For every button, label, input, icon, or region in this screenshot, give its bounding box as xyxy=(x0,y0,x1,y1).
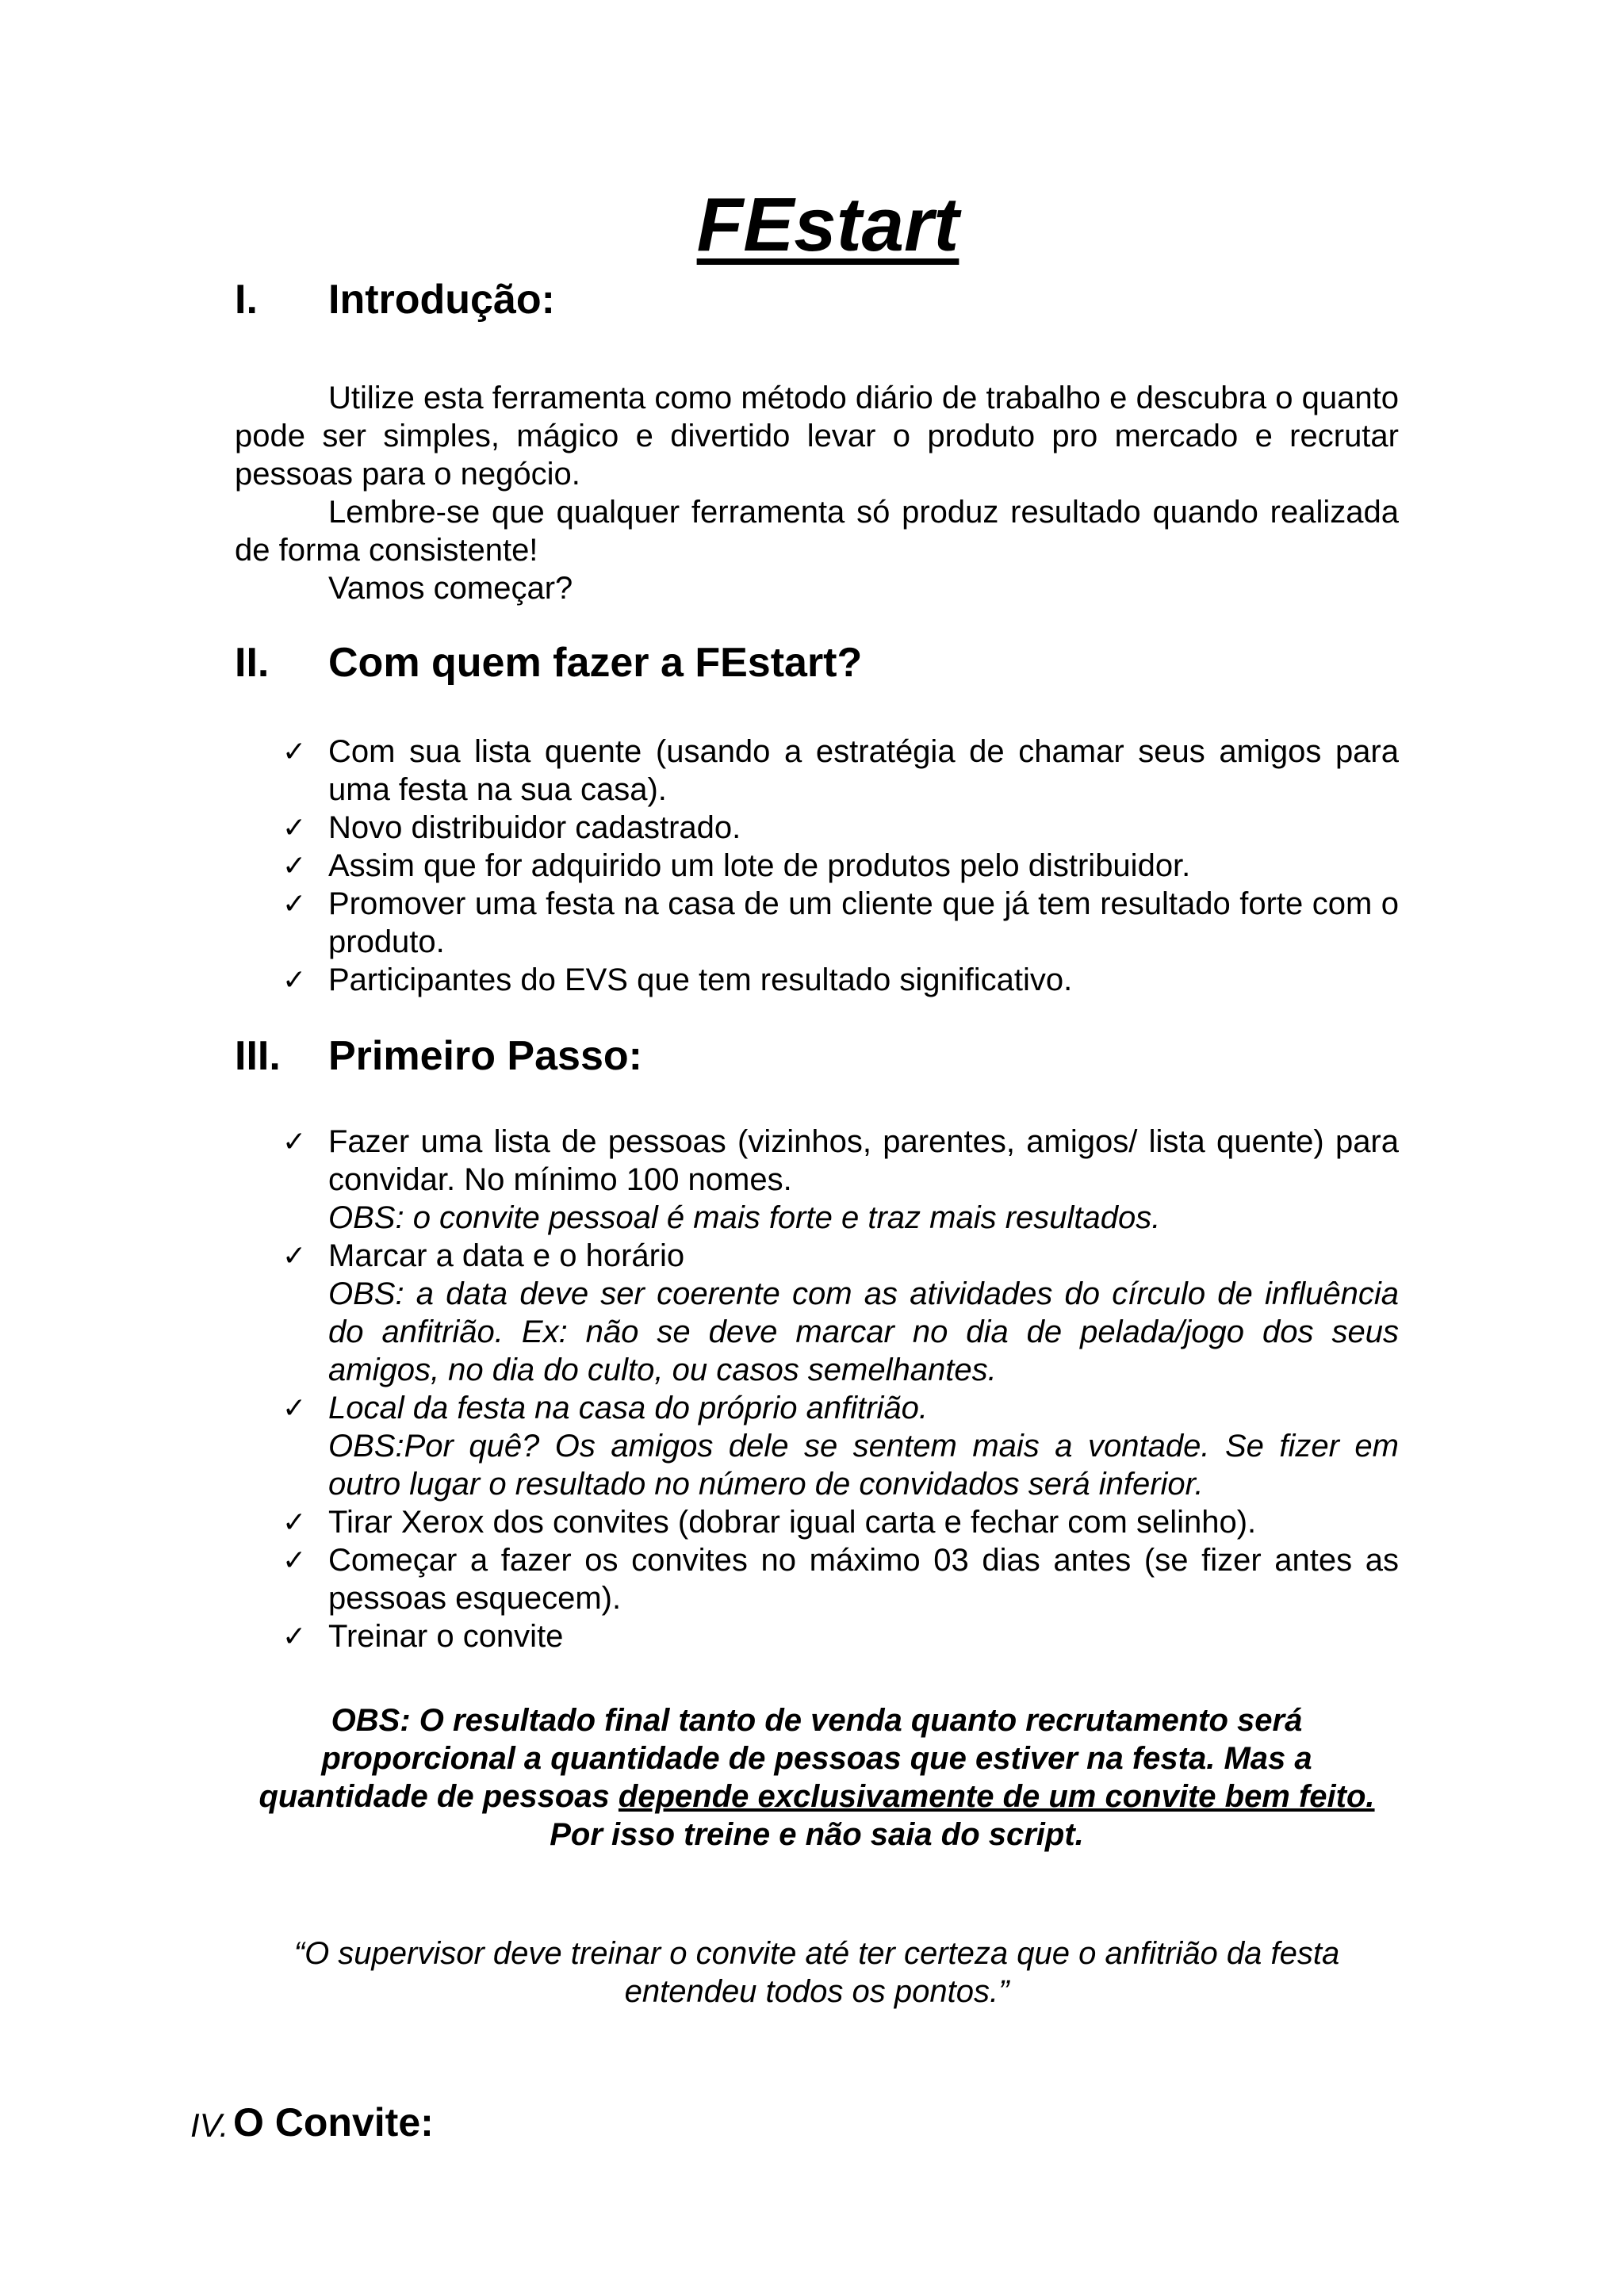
section-title: Introdução: xyxy=(328,277,555,323)
check-icon: ✓ xyxy=(282,735,307,767)
list-item: ✓ Fazer uma lista de pessoas (vizinhos, parentes, amigos/ lista quente) para convidar. No mínimo 100 nomes. OBS: o convite pessoal é mais forte e traz mais resultados. xyxy=(282,1124,1399,1235)
document-title: FEstart xyxy=(696,182,959,267)
check-icon: ✓ xyxy=(282,1544,307,1576)
section-number: III. xyxy=(235,1033,281,1079)
intro-paragraph-3: Vamos começar? xyxy=(328,571,573,606)
intro-paragraph-2: Lembre-se que qualquer ferramenta só produz resultado quando realizada de forma consistente! xyxy=(235,495,1399,568)
check-icon: ✓ xyxy=(282,963,307,996)
section-title: O Convite: xyxy=(233,2100,434,2145)
section-number: I. xyxy=(235,277,258,323)
obs-note: OBS: a data deve ser coerente com as atividades do círculo de influência do anfitrião. Ex: não se deve marcar no dia de pelada/jogo dos seus amigos, no dia do culto, ou casos semelhantes. xyxy=(328,1276,1399,1387)
check-icon: ✓ xyxy=(282,887,307,920)
list-item: ✓ Promover uma festa na casa de um cliente que já tem resultado forte com o produto. xyxy=(282,886,1399,959)
list-item: ✓ Participantes do EVS que tem resultado significativo. xyxy=(282,962,1073,997)
who-list xyxy=(235,733,1399,999)
underlined-emphasis: depende exclusivamente de um convite bem feito. xyxy=(618,1779,1375,1814)
check-icon: ✓ xyxy=(282,1620,307,1652)
obs-note: OBS: o convite pessoal é mais forte e traz mais resultados. xyxy=(328,1200,1161,1235)
first-step-list xyxy=(235,1123,1399,1655)
list-item: ✓ Novo distribuidor cadastrado. xyxy=(282,810,741,845)
list-item: ✓ Treinar o convite xyxy=(282,1619,564,1654)
check-icon: ✓ xyxy=(282,1125,307,1158)
section-title: Primeiro Passo: xyxy=(328,1033,642,1079)
list-item: ✓ Local da festa na casa do próprio anfitrião. OBS:Por quê? Os amigos dele se sentem mais a vontade. Se fizer em outro lugar o resultado no número de convidados será inferior. xyxy=(282,1391,1399,1502)
check-icon: ✓ xyxy=(282,849,307,882)
supervisor-quote: “O supervisor deve treinar o convite até ter certeza que o anfitrião da festa entendeu todos os pontos.” xyxy=(293,1936,1340,2009)
list-item: ✓ Com sua lista quente (usando a estratégia de chamar seus amigos para uma festa na sua casa). xyxy=(282,734,1399,807)
list-item: ✓ Tirar Xerox dos convites (dobrar igual carta e fechar com selinho). xyxy=(282,1505,1257,1540)
check-icon: ✓ xyxy=(282,1239,307,1272)
intro-paragraph-1: Utilize esta ferramenta como método diário de trabalho e descubra o quanto pode ser simples, mágico e divertido levar o produto pro mercado e recrutar pessoas para o negócio. xyxy=(235,381,1399,492)
obs-note: OBS:Por quê? Os amigos dele se sentem mais a vontade. Se fizer em outro lugar o resultado no número de convidados será inferior. xyxy=(328,1429,1399,1502)
section-number: II. xyxy=(235,640,270,686)
final-obs-note: OBS: O resultado final tanto de venda quanto recrutamento será proporcional a quantidade de pessoas que estiver na festa. Mas a quantidade de pessoas depende exclusivamente de um convite bem feito. Por isso treine e não saia do script. xyxy=(259,1703,1375,1852)
section-number: IV. xyxy=(190,2107,229,2144)
list-item: ✓ Começar a fazer os convites no máximo 03 dias antes (se fizer antes as pessoas esquecem). xyxy=(282,1543,1399,1616)
check-icon: ✓ xyxy=(282,1506,307,1538)
check-icon: ✓ xyxy=(282,811,307,844)
list-item: ✓ Marcar a data e o horário OBS: a data deve ser coerente com as atividades do círculo de influência do anfitrião. Ex: não se deve marcar no dia de pelada/jogo dos seus amigos, no dia do culto, ou casos semelhantes. xyxy=(282,1238,1399,1387)
check-icon: ✓ xyxy=(282,1391,307,1424)
list-item: ✓ Assim que for adquirido um lote de produtos pelo distribuidor. xyxy=(282,848,1191,883)
intro-text xyxy=(235,379,1399,607)
section-title: Com quem fazer a FEstart? xyxy=(328,640,863,686)
